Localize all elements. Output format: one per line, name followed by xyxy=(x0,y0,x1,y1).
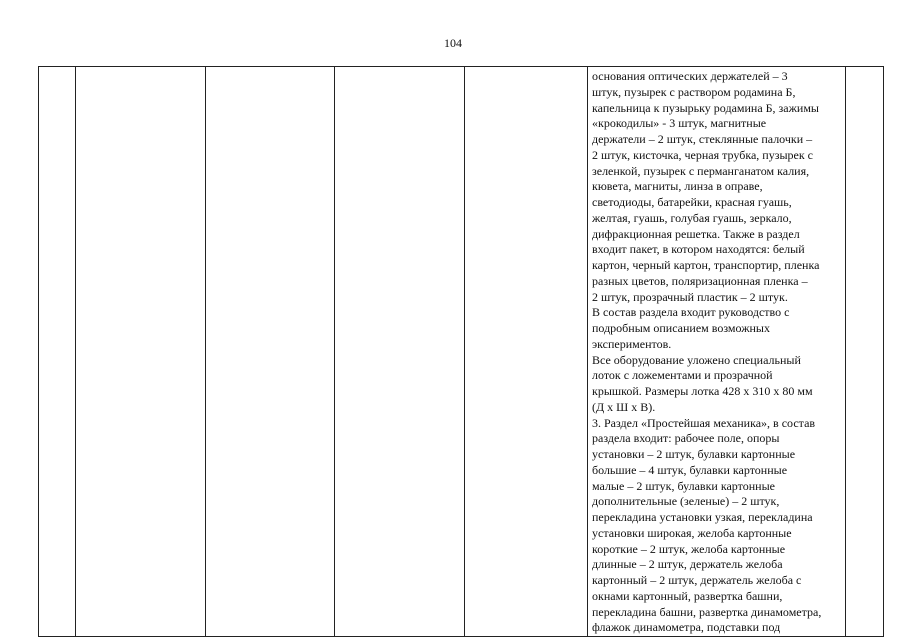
description-line: подробным описанием возможных xyxy=(592,321,770,335)
description-line: установки широкая, желоба картонные xyxy=(592,525,792,540)
description-line: капельница к пузырьку родамина Б, зажимы xyxy=(592,100,819,115)
specification-table xyxy=(38,66,884,637)
description-line: длинные – 2 штук, держатель желоба xyxy=(592,557,783,572)
description-line: перекладина башни, развертка динамометра, xyxy=(592,604,822,619)
description-line: кювета, магниты, линза в оправе, xyxy=(592,179,763,194)
table-row xyxy=(39,67,884,637)
description-line: экспериментов. xyxy=(592,336,672,351)
description-line: В состав раздела входит руководство с xyxy=(592,305,790,320)
description-line: короткие – 2 штук, желоба картонные xyxy=(592,541,786,556)
description-line: входит пакет, в котором находятся: белый xyxy=(592,242,805,257)
description-line: дифракционная решетка. Также в раздел xyxy=(592,226,800,241)
description-line: картон, черный картон, транспортир, пленка xyxy=(592,258,820,272)
description-line: картонный – 2 штук, держатель желоба с xyxy=(592,573,802,587)
description-line: Все оборудование уложено специальный xyxy=(592,352,801,367)
empty-cell-col-2 xyxy=(76,67,206,637)
description-line: большие – 4 штук, булавки картонные xyxy=(592,462,788,477)
empty-cell-col-1 xyxy=(39,67,76,637)
description-line: раздела входит: рабочее поле, опоры xyxy=(592,431,780,446)
description-line: светодиоды, батарейки, красная гуашь, xyxy=(592,195,792,209)
description-line: дополнительные (зеленые) – 2 штук, xyxy=(592,494,780,509)
description-line: лоток с ложементами и прозрачной xyxy=(592,368,773,383)
empty-cell-col-3 xyxy=(206,67,335,637)
description-line: зеленкой, пузырек с перманганатом калия, xyxy=(592,163,810,178)
description-line: желтая, гуашь, голубая гуашь, зеркало, xyxy=(592,210,792,225)
empty-cell-col-7 xyxy=(846,67,884,637)
description-line: (Д х Ш х В). xyxy=(592,399,656,414)
description-line: крышкой. Размеры лотка 428 х 310 х 80 мм xyxy=(592,384,813,398)
description-cell xyxy=(588,67,846,637)
description-line: разных цветов, поляризационная пленка – xyxy=(592,273,808,288)
description-line: «крокодилы» - 3 штук, магнитные xyxy=(592,116,767,131)
description-line: держатели – 2 штук, стеклянные палочки – xyxy=(592,132,813,146)
description-line: установки – 2 штук, булавки картонные xyxy=(592,447,796,461)
description-line: основания оптических держателей – 3 xyxy=(592,69,788,83)
description-line: перекладина установки узкая, перекладина xyxy=(592,510,813,524)
page-number: 104 xyxy=(444,36,462,50)
description-line: малые – 2 штук, булавки картонные xyxy=(592,478,775,493)
description-line: 2 штук, прозрачный пластик – 2 штук. xyxy=(592,289,788,304)
description-line: окнами картонный, развертка башни, xyxy=(592,588,783,603)
description-line: 2 штук, кисточка, черная трубка, пузырек с xyxy=(592,147,814,162)
description-line: 3. Раздел «Простейшая механика», в состав xyxy=(592,415,816,430)
description-line: флажок динамометра, подставки под xyxy=(592,620,781,635)
description-line: штук, пузырек с раствором родамина Б, xyxy=(592,84,796,99)
empty-cell-col-5 xyxy=(465,67,588,637)
empty-cell-col-4 xyxy=(335,67,465,637)
